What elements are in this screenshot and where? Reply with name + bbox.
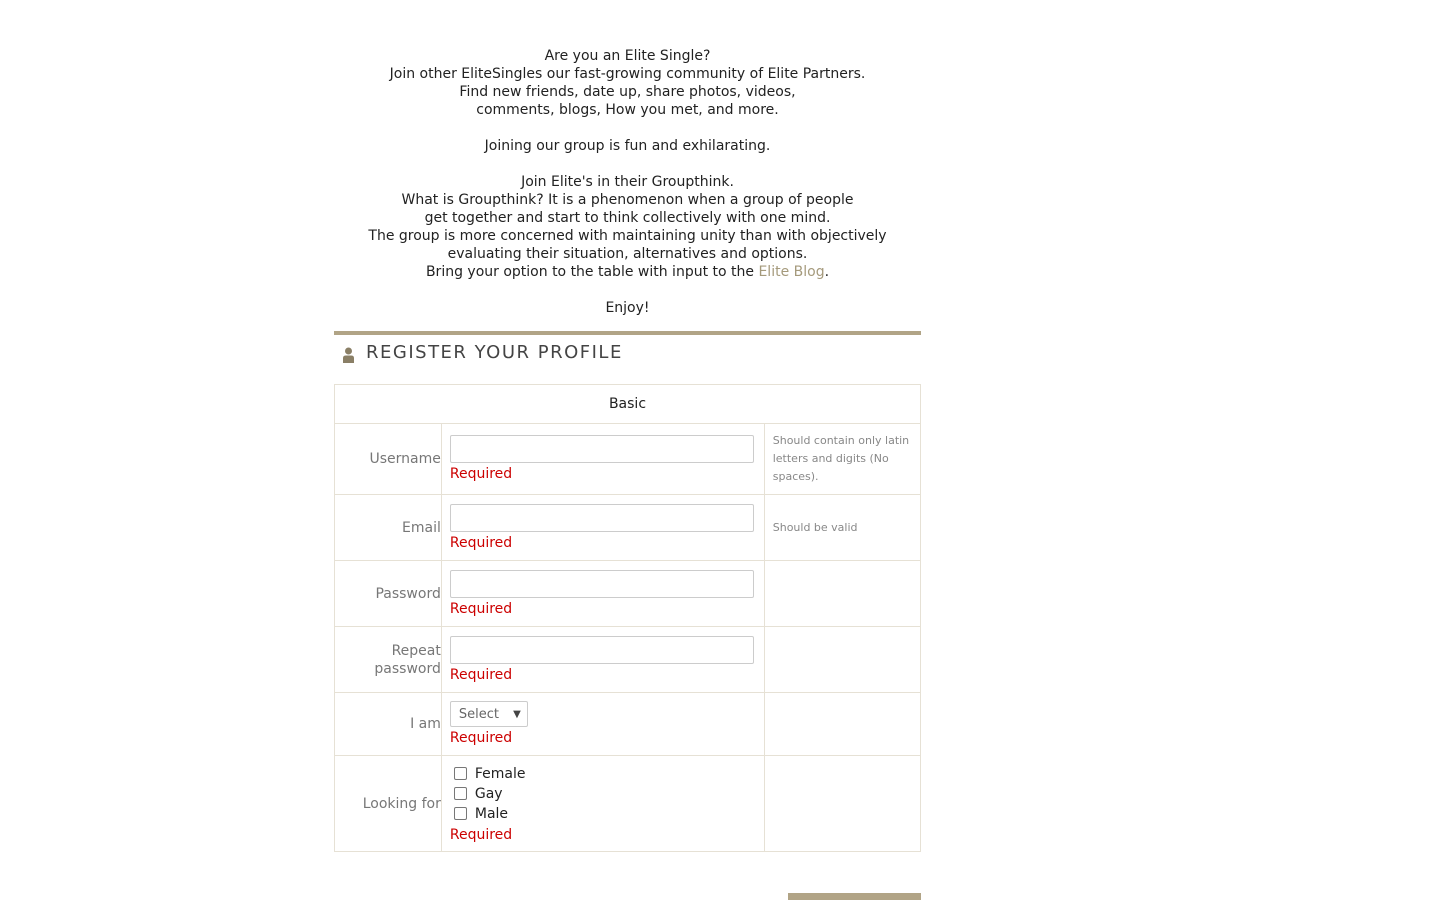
password-input[interactable] [450, 570, 754, 598]
form-row-looking-for [335, 756, 921, 852]
register-header [334, 331, 921, 373]
i-am-label: I am [335, 693, 442, 756]
required-text: Required [449, 730, 513, 746]
intro-line: Joining our group is fun and exhilarating. [484, 138, 771, 154]
email-hint: Should be valid [764, 495, 920, 561]
gay-checkbox[interactable] [454, 787, 467, 800]
intro-line: evaluating their situation, alternatives and options. [447, 246, 808, 262]
registration-form [334, 384, 921, 852]
form-row-username [335, 424, 921, 495]
checkbox-label: Gay [474, 785, 503, 802]
username-hint: Should contain only latin letters and digits (No spaces). [764, 424, 920, 495]
register-title: REGISTER YOUR PROFILE [366, 342, 623, 363]
form-row-repeat-password [335, 627, 921, 693]
password-hint [764, 561, 920, 627]
repeat-password-label [335, 627, 442, 693]
repeat-password-cell [441, 627, 764, 693]
password-label: Password [335, 561, 442, 627]
required-text: Required [449, 534, 513, 551]
submit-button[interactable] [788, 893, 921, 900]
intro-line: get together and start to think collectively with one mind. [424, 210, 831, 226]
male-checkbox[interactable] [454, 807, 467, 820]
intro-line: comments, blogs, How you met, and more. [476, 102, 779, 118]
looking-for-option-female[interactable] [450, 764, 756, 784]
required-text: Required [449, 466, 513, 482]
required-text: Required [449, 666, 513, 683]
checkbox-label: Female [474, 765, 526, 782]
password-cell [441, 561, 764, 627]
female-checkbox[interactable] [454, 767, 467, 780]
email-cell [441, 495, 764, 561]
intro-line: Join other EliteSingles our fast-growing community of Elite Partners. [389, 66, 866, 82]
form-row-i-am [335, 693, 921, 756]
i-am-hint [764, 693, 920, 756]
form-row-password [335, 561, 921, 627]
username-cell [441, 424, 764, 495]
intro-text-fragment: Bring your option to the table with input to the [425, 264, 759, 280]
required-text: Required [449, 826, 513, 843]
intro-line [334, 263, 921, 281]
section-title: Basic [335, 385, 921, 424]
email-input[interactable] [450, 504, 754, 532]
user-icon [342, 347, 355, 363]
repeat-password-hint [764, 627, 920, 693]
i-am-cell [441, 693, 764, 756]
i-am-select-value: Select [458, 706, 499, 722]
required-text: Required [449, 600, 513, 617]
form-row-email [335, 495, 921, 561]
looking-for-option-gay[interactable] [450, 784, 756, 804]
username-input[interactable] [450, 435, 754, 463]
looking-for-hint [764, 756, 920, 852]
intro-line: Are you an Elite Single? [544, 48, 711, 64]
checkbox-label: Male [474, 805, 509, 822]
email-label: Email [335, 495, 442, 561]
looking-for-option-male[interactable] [450, 804, 756, 824]
username-label: Username [335, 424, 442, 495]
intro-line: Join Elite's in their Groupthink. [521, 174, 734, 190]
intro-line: Find new friends, date up, share photos, videos, [459, 84, 796, 100]
intro-line: Enjoy! [605, 300, 650, 316]
looking-for-cell [441, 756, 764, 852]
repeat-password-label-line: password [374, 660, 441, 677]
elite-blog-link[interactable]: Elite Blog [758, 264, 825, 280]
intro-line: The group is more concerned with maintaining unity than with objectively [368, 228, 887, 244]
intro-line: What is Groupthink? It is a phenomenon when a group of people [401, 192, 854, 208]
repeat-password-input[interactable] [450, 636, 754, 664]
looking-for-label: Looking for [335, 756, 442, 852]
section-row [335, 385, 921, 424]
chevron-down-icon: ▼ [513, 708, 521, 720]
repeat-password-label-line: Repeat [391, 642, 441, 659]
i-am-select[interactable] [450, 701, 528, 727]
intro-text [334, 47, 921, 317]
intro-text-fragment: . [824, 264, 830, 280]
